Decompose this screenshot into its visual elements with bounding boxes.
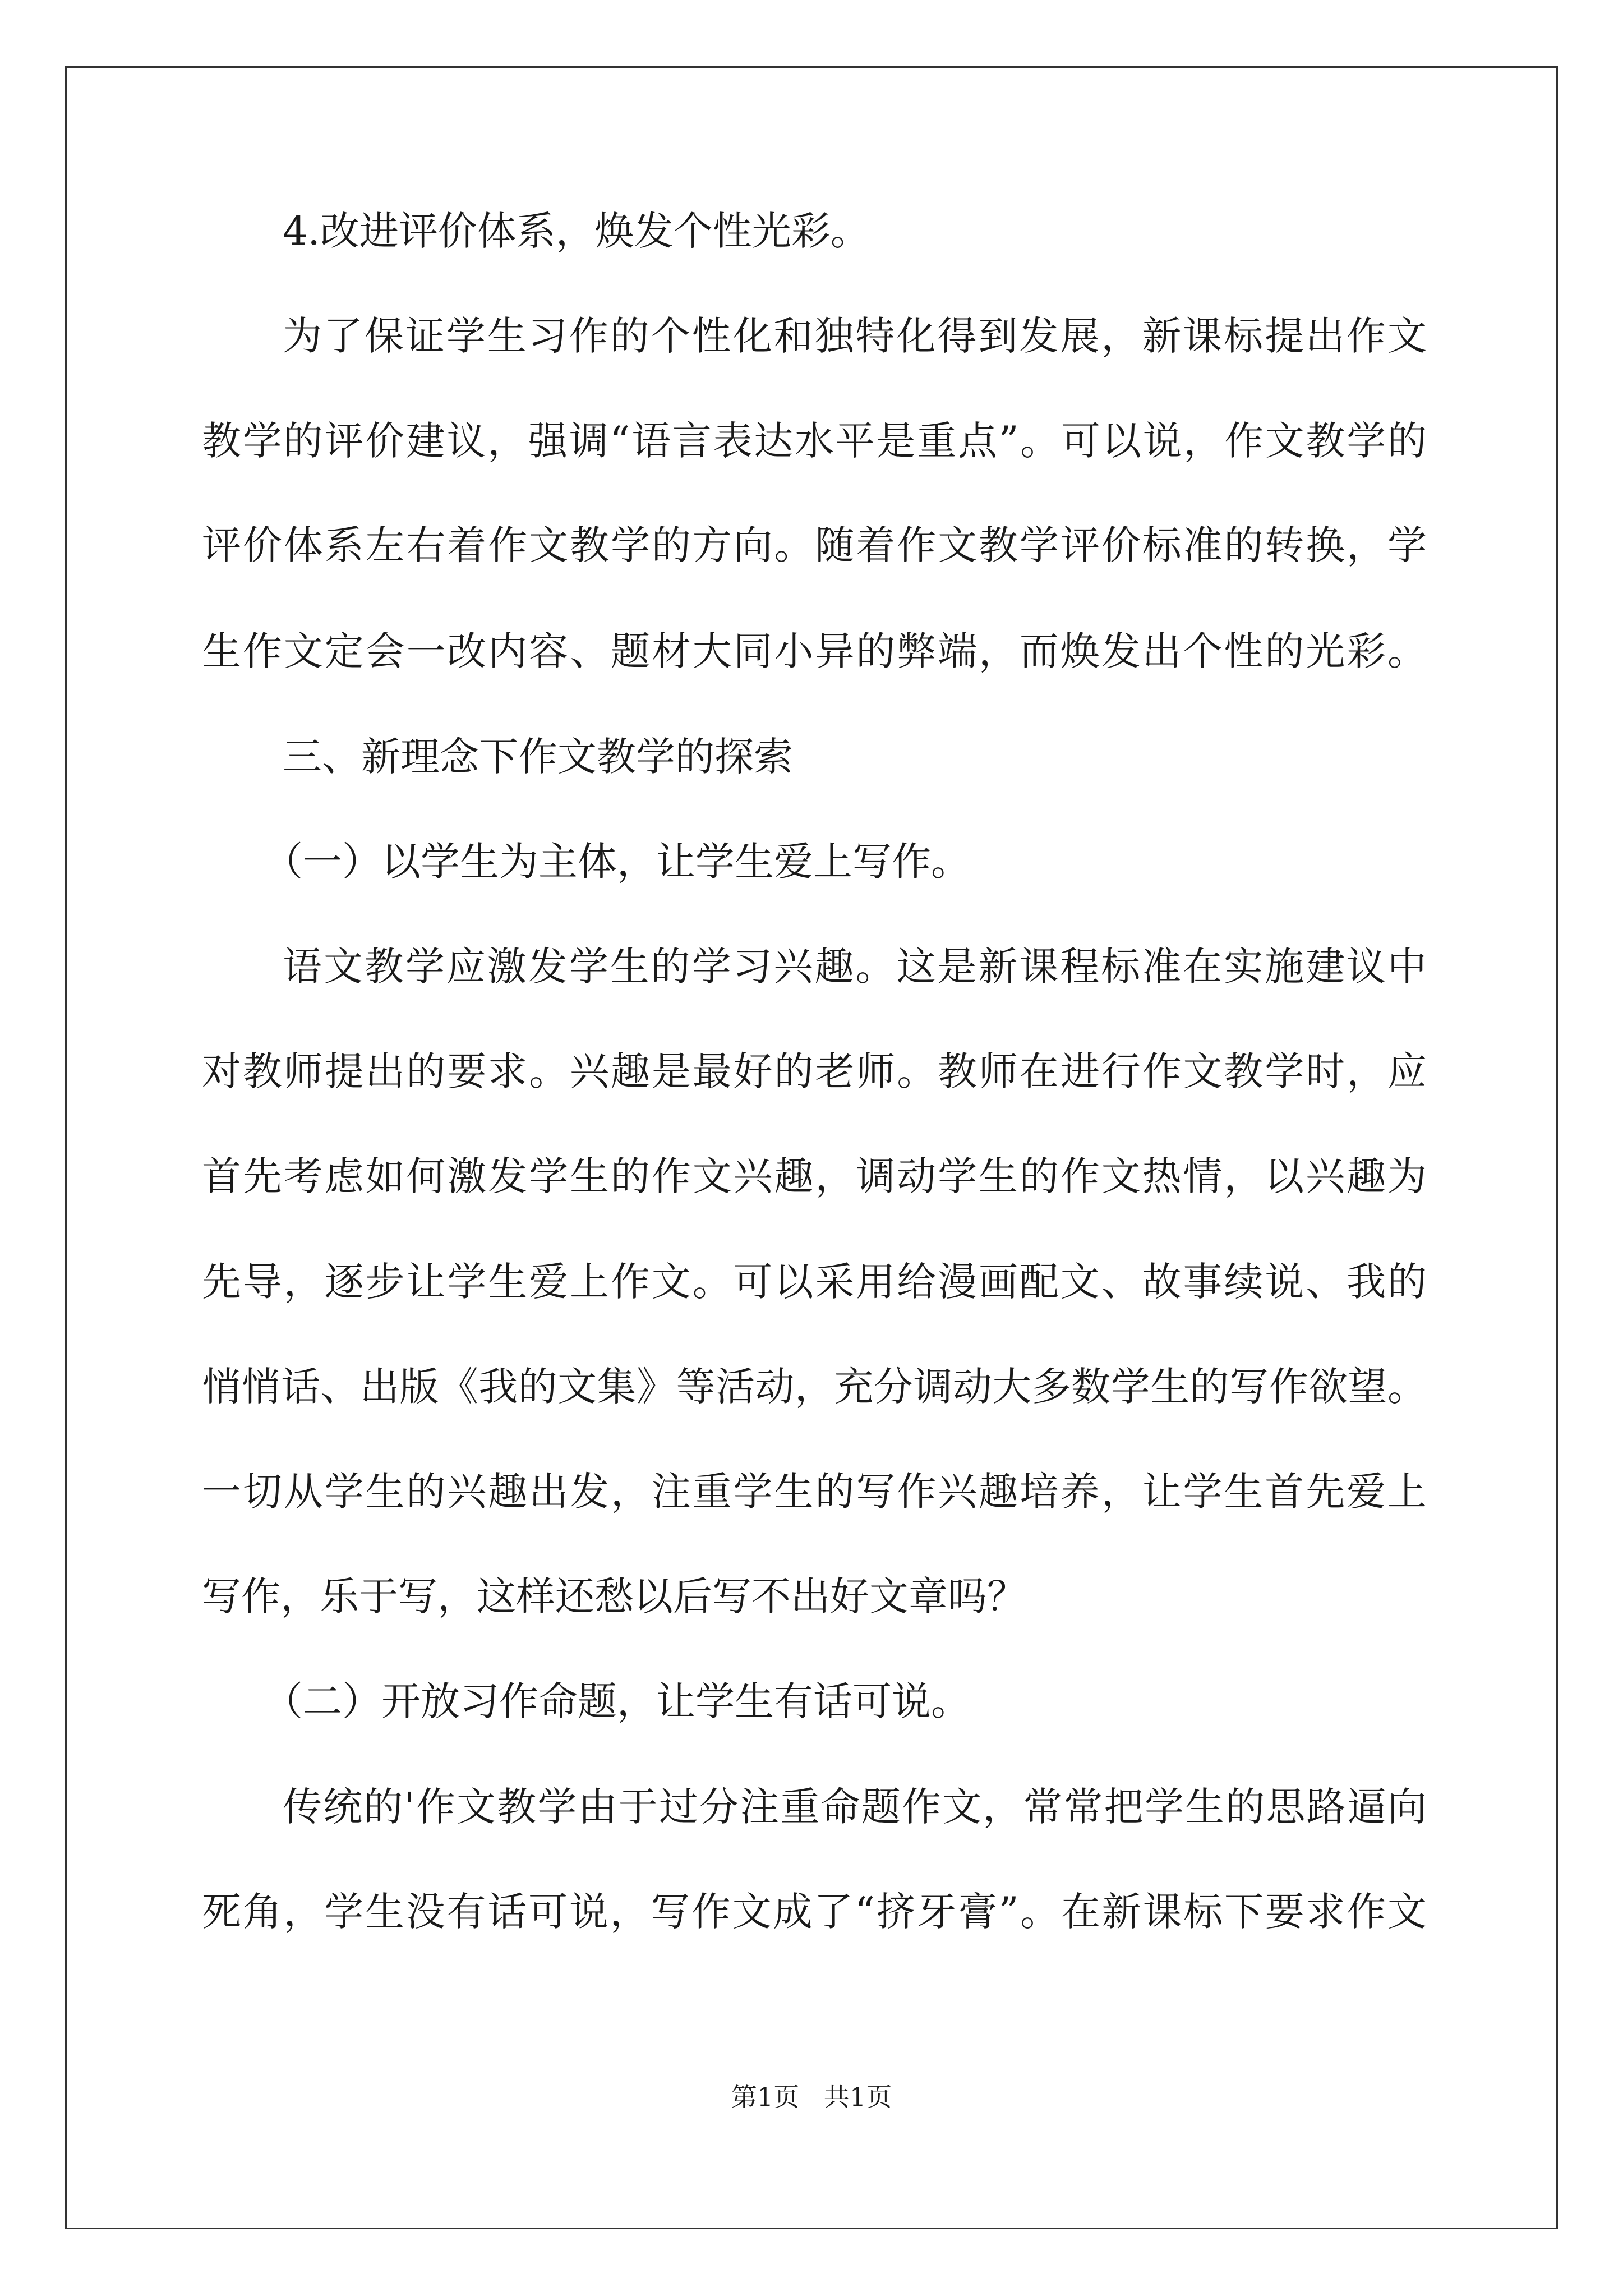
text-line: 为了保证学生习作的个性化和独特化得到发展，新课标提出作文 [283, 313, 1427, 359]
subsection-heading: （二）开放习作命题，让学生有话可说。 [264, 1678, 970, 1724]
text-line: 先导，逐步让学生爱上作文。可以采用给漫画配文、故事续说、我的 [202, 1259, 1427, 1305]
text-line: 死角，学生没有话可说，写作文成了“挤牙膏”。在新课标下要求作文 [202, 1889, 1427, 1935]
text-line: 对教师提出的要求。兴趣是最好的老师。教师在进行作文教学时，应 [202, 1048, 1427, 1094]
subsection-heading: （一）以学生为主体，让学生爱上写作。 [264, 839, 970, 885]
text-line: 悄悄话、出版《我的文集》等活动，充分调动大多数学生的写作欲望。 [202, 1364, 1427, 1410]
text-line: 评价体系左右着作文教学的方向。随着作文教学评价标准的转换，学 [202, 522, 1427, 568]
text-line: 一切从学生的兴趣出发，注重学生的写作兴趣培养，让学生首先爱上 [202, 1469, 1427, 1515]
text-line: 4.改进评价体系，焕发个性光彩。 [283, 208, 870, 254]
text-line: 生作文定会一改内容、题材大同小异的弊端，而焕发出个性的光彩。 [202, 628, 1427, 674]
text-line: 传统的'作文教学由于过分注重命题作文，常常把学生的思路逼向 [283, 1784, 1427, 1830]
text-line: 首先考虑如何激发学生的作文兴趣，调动学生的作文热情，以兴趣为 [202, 1153, 1427, 1199]
text-line: 语文教学应激发学生的学习兴趣。这是新课程标准在实施建议中 [283, 944, 1427, 990]
text-line: 教学的评价建议，强调“语言表达水平是重点”。可以说，作文教学的 [202, 418, 1427, 464]
section-heading: 三、新理念下作文教学的探索 [283, 734, 793, 780]
page-footer: 第1页 共1页 [731, 2082, 892, 2112]
text-line: 写作，乐于写，这样还愁以后写不出好文章吗？ [202, 1573, 1026, 1619]
